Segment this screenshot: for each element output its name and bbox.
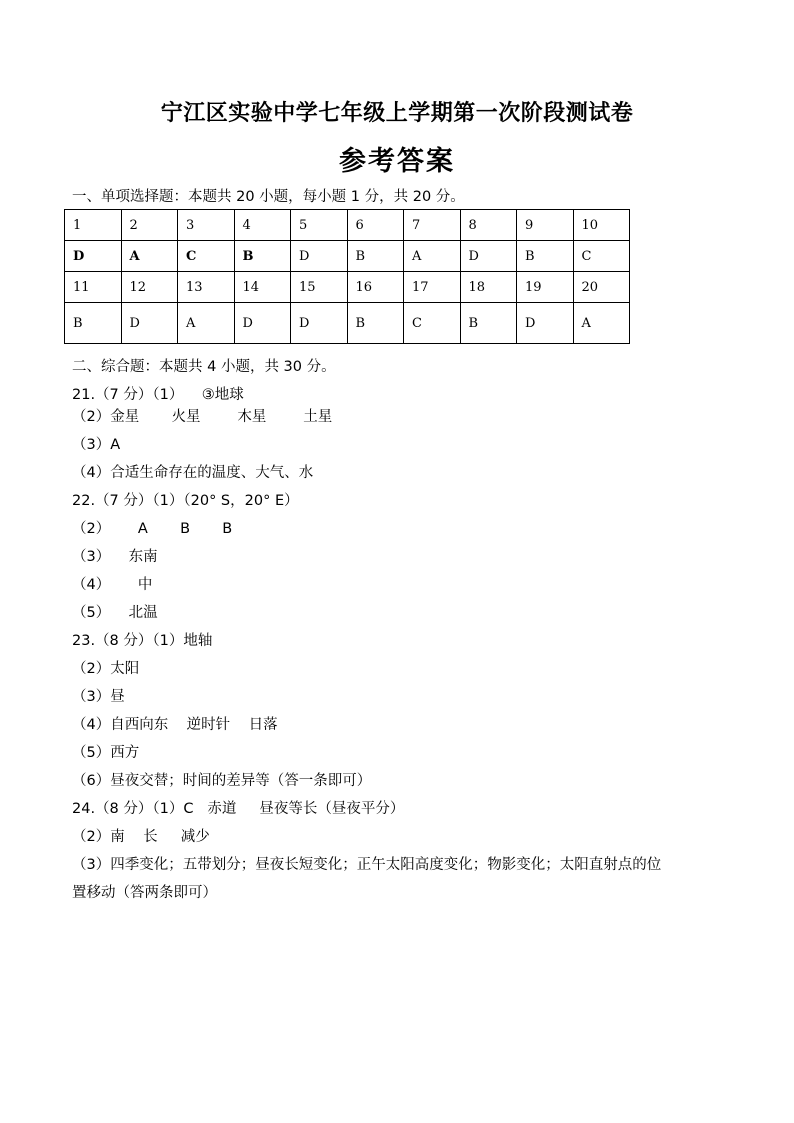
answer-cell: A: [121, 241, 178, 272]
answer-line: （4）自西向东 逆时针 日落: [72, 717, 278, 733]
answer-line-23: 23.（8 分）（1）地轴: [72, 633, 213, 649]
answer-cell: B: [234, 241, 291, 272]
answer-cell: B: [460, 303, 517, 344]
answer-cell: D: [291, 241, 348, 272]
answer-line: （3） 东南: [72, 549, 158, 565]
answer-cell: A: [573, 303, 630, 344]
answer-line-21: 21.（7 分）（1） ③地球: [72, 387, 244, 403]
answer-line: （3）四季变化；五带划分；昼夜长短变化；正午太阳高度变化；物影变化；太阳直射点的位: [72, 857, 662, 873]
question-number: 6: [347, 210, 404, 241]
question-number: 1: [65, 210, 122, 241]
answer-cell: A: [404, 241, 461, 272]
question-number-row: [65, 210, 630, 241]
answer-line: （4） 中: [72, 577, 153, 593]
question-number: 2: [121, 210, 178, 241]
answer-line-22: 22.（7 分）（1）（20° S，20° E）: [72, 493, 299, 509]
answer-line: （4）合适生命存在的温度、大气、水: [72, 465, 314, 481]
answer-key-heading: 参考答案: [339, 146, 455, 177]
answer-cell: D: [234, 303, 291, 344]
answer-line: （5） 北温: [72, 605, 158, 621]
answer-cell: B: [65, 303, 122, 344]
question-number: 11: [65, 272, 122, 303]
answer-cell: D: [121, 303, 178, 344]
question-number: 13: [178, 272, 235, 303]
answer-cell: B: [517, 241, 574, 272]
answer-line: （2）金星 火星 木星 土星: [72, 409, 333, 425]
question-number: 8: [460, 210, 517, 241]
answer-row: [65, 241, 630, 272]
question-number: 15: [291, 272, 348, 303]
section-2-heading: 二、综合题：本题共 4 小题，共 30 分。: [72, 359, 336, 375]
answer-line: （2） A B B: [72, 521, 233, 537]
answer-line: （2）太阳: [72, 661, 140, 677]
document-title: 宁江区实验中学七年级上学期第一次阶段测试卷: [160, 101, 634, 126]
answer-cell: C: [573, 241, 630, 272]
answer-cell: C: [404, 303, 461, 344]
answer-cell: D: [460, 241, 517, 272]
answer-cell: D: [517, 303, 574, 344]
question-number: 14: [234, 272, 291, 303]
answer-cell: D: [291, 303, 348, 344]
answer-cell: B: [347, 303, 404, 344]
question-number: 10: [573, 210, 630, 241]
answer-row: [65, 303, 630, 344]
answer-line-24: 24.（8 分）（1）C 赤道 昼夜等长（昼夜平分）: [72, 801, 405, 817]
answer-cell: D: [65, 241, 122, 272]
answer-cell: B: [347, 241, 404, 272]
answer-line: （2）南 长 减少: [72, 829, 210, 845]
question-number: 4: [234, 210, 291, 241]
answer-line: （3）A: [72, 437, 121, 453]
question-number: 17: [404, 272, 461, 303]
answer-line: （6）昼夜交替；时间的差异等（答一条即可）: [72, 773, 372, 789]
question-number: 5: [291, 210, 348, 241]
answer-line: （3）昼: [72, 689, 125, 705]
question-number: 18: [460, 272, 517, 303]
question-number-row: [65, 272, 630, 303]
question-number: 19: [517, 272, 574, 303]
question-number: 3: [178, 210, 235, 241]
answer-line: （5）西方: [72, 745, 140, 761]
question-number: 20: [573, 272, 630, 303]
question-number: 9: [517, 210, 574, 241]
question-number: 16: [347, 272, 404, 303]
section-1-heading: 一、单项选择题：本题共 20 小题，每小题 1 分，共 20 分。: [72, 189, 465, 205]
answer-line: 置移动（答两条即可）: [72, 885, 217, 901]
question-number: 12: [121, 272, 178, 303]
answer-table: [64, 209, 630, 344]
answer-cell: A: [178, 303, 235, 344]
question-number: 7: [404, 210, 461, 241]
answer-cell: C: [178, 241, 235, 272]
